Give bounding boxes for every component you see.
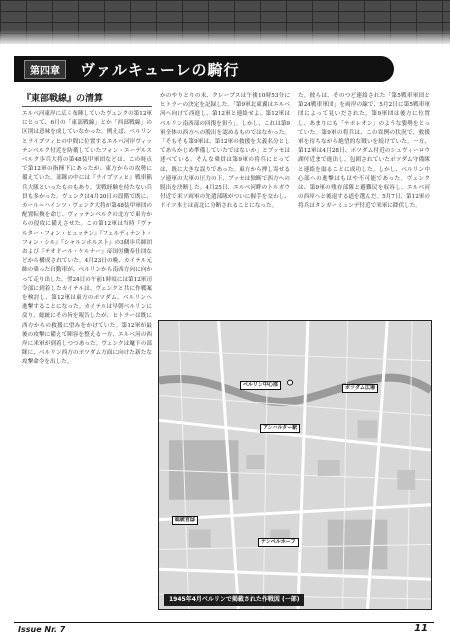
map-caption: 1945年4月ベルリンで掲載された作戦図 (一部) [164, 594, 304, 606]
map-label-2: ポツダム広場 [342, 384, 378, 393]
map-label-5: テンペルホーフ [258, 538, 299, 547]
column-2-text: かのやりとりの末、クレープスは午後10時53分にヒトラーの決定を記録した。「第9軍北東翼はエルベ河へ向けて西進し、第12軍と連絡せよ。第12軍はベルリン南西部の回復を狙う」。しかし、これは第9軍全体の西方への脱出を認めるものではなかった。「そもそも第9軍は、第12軍の救援を大義名分としてあらかじめ準備していたではないか」とブッセは述べている。そんな乗員は第9軍の将兵にとっては、既に大きな誤りであった。東方から押し寄せるソ連軍の大軍の圧力の下、ブッセは独断で西方への脱出を決断した。4月25日、エルベ河畔のトルガウ付近で米ソ両軍の先遣部隊がついに握手を交わし、ドイツ本土は南北に分断されることになった。 [160, 93, 290, 210]
column-3-text: た。彼らは、そのつど連絡された「第5戦車軍団と第24戦車軍団」を両岸の線で、5月2日に第5戦車軍団によって見いだされた。第9軍団は後方に位置し、あまりにも「ナポレオン」のような姿勢をとっていた。第9軍の将兵は、この異例の状況で、救援軍を待ちながら絶望的な戦いを続けていた。一方、第12軍は4月28日、ポツダム付近のシュヴィーロウ湖付近まで進出し、包囲されていたポツダム守備隊と連絡を取ることに成功した。しかし、ベルリン中心部への進撃はもはや不可能であった。ヴェンクは、第9軍の残存部隊と避難民を収容し、エルベ河の西岸へと後退する道を選んだ。5月7日、第12軍の将兵はタンガーミュンデ付近で米軍に降伏した。 [298, 93, 430, 210]
column-1-text: エルベ河東岸に広く布陣していたヴェンクの第12軍にとって、6月の「東部戦線」とか「西部戦線」の区別は意味を成していなかった。例えば、ベルリンとライプツィヒの中間に位置するエルベ河岸ヴィッテンベルク付近を防衛していたフォン・エーデルスベルク歩兵大将の第48装甲軍団などは、この時点で第12軍の指揮下にあったが、東方からの攻勢に備えていた。部隊の中には『ライプツィヒ』戦車猟兵大隊といったものもあり、実戦経験を持たない兵員も多かった。ヴェンクは4月20日の段階で既に、カール＝ハインツ・ヴェンク大将が第48装甲軍団の配置転換を命じ、ヴィッテンベルクの北方で東方からの侵攻に備えさせた。この第12軍は当時『ヴァルター・フォン・ヒュッテン』『フェルディナント・フォン・シル』『シャルンホルスト』の3個歩兵師団および『テオドール・ケルナー』帝国労働奉仕団などから構成されていた。4月23日の晩、カイテル元帥の乗った自動車が、ベルリンから南西方向に向かって走り出した。翌24日の午前1時頃には第12軍司令部に到着したカイテルは、ヴェンクと共に作戦案を検討し、第12軍は東方のポツダム、ベルリンへ進撃することになった。カイテルは早朝ベルリンに戻り、総統にその旨を報告したが、ヒトラーは既に西方からの救援に望みをかけていた。第12軍が最後の攻撃に備えて陣容を整える一方、エルベ河の西岸に米軍が到着しつつあった。ヴェンクは麾下の部隊に、ベルリン西方のポツダム方面に向けた新たな攻撃命令を出した。 [22, 111, 152, 366]
footer-rule [14, 622, 434, 623]
chapter-badge: 第四章 [24, 60, 66, 79]
chapter-title: ヴァルキューレの騎行 [80, 60, 240, 79]
text-column-2 [160, 92, 290, 320]
map-drawing [159, 321, 431, 609]
text-column-3 [298, 92, 430, 320]
map-label-1: ベルリン中心部 [240, 381, 281, 390]
text-column-1 [22, 92, 152, 612]
street-map-image [158, 320, 432, 610]
page-number: 11 [414, 623, 428, 634]
map-label-3: アンハルター駅 [260, 424, 300, 433]
section-heading: 『東部戦線』の清算 [22, 92, 152, 107]
chapter-title-bar [14, 56, 394, 82]
issue-number: Issue Nr. 7 [18, 625, 66, 634]
header-fade [0, 30, 450, 46]
map-label-4: 総統官邸 [172, 516, 198, 525]
